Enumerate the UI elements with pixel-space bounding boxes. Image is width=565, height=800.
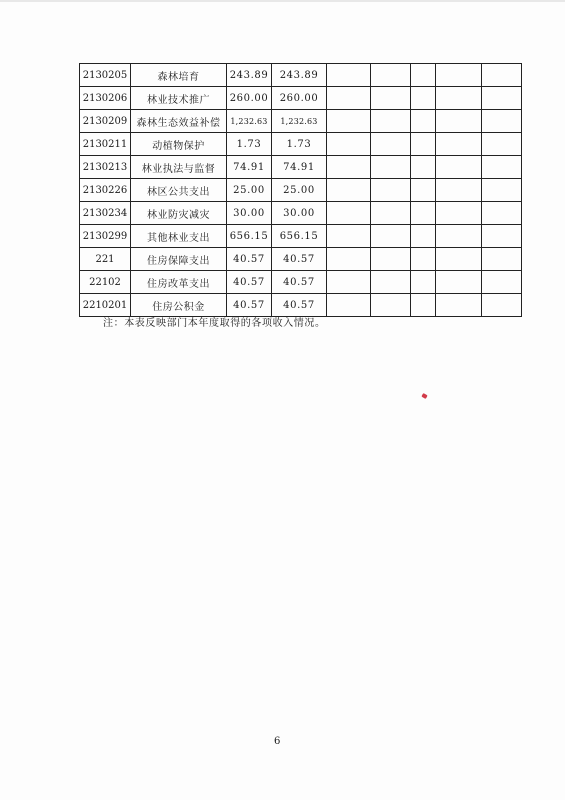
cell-code: 2130209 <box>80 110 131 133</box>
cell-empty <box>436 294 482 317</box>
cell-empty <box>482 179 522 202</box>
table-row <box>80 110 522 133</box>
cell-empty <box>371 294 411 317</box>
cell-total: 40.57 <box>227 271 272 294</box>
cell-empty <box>436 133 482 156</box>
cell-empty <box>482 156 522 179</box>
cell-code: 2130205 <box>80 64 131 87</box>
cell-empty <box>411 225 436 248</box>
cell-empty <box>411 294 436 317</box>
cell-name: 动植物保护 <box>131 133 227 156</box>
cell-empty <box>436 225 482 248</box>
cell-name: 森林培育 <box>131 64 227 87</box>
cell-empty <box>327 271 371 294</box>
cell-empty <box>411 179 436 202</box>
cell-value: 74.91 <box>272 156 327 179</box>
cell-code: 2130213 <box>80 156 131 179</box>
cell-empty <box>327 248 371 271</box>
cell-total: 74.91 <box>227 156 272 179</box>
cell-total: 30.00 <box>227 202 272 225</box>
cell-empty <box>411 248 436 271</box>
cell-empty <box>436 202 482 225</box>
cell-empty <box>482 225 522 248</box>
cell-code: 2130206 <box>80 87 131 110</box>
cell-empty <box>327 225 371 248</box>
cell-empty <box>371 64 411 87</box>
cell-empty <box>482 110 522 133</box>
cell-empty <box>327 133 371 156</box>
cell-name: 住房保障支出 <box>131 248 227 271</box>
cell-empty <box>411 156 436 179</box>
cell-name: 住房改革支出 <box>131 271 227 294</box>
cell-empty <box>482 64 522 87</box>
cell-empty <box>371 202 411 225</box>
cell-code: 2130211 <box>80 133 131 156</box>
cell-empty <box>482 133 522 156</box>
cell-total: 260.00 <box>227 87 272 110</box>
cell-name: 住房公积金 <box>131 294 227 317</box>
cell-name: 林区公共支出 <box>131 179 227 202</box>
cell-empty <box>482 248 522 271</box>
table-row <box>80 133 522 156</box>
table-row <box>80 179 522 202</box>
cell-value: 1,232.63 <box>272 110 327 133</box>
cell-total: 656.15 <box>227 225 272 248</box>
cell-value: 243.89 <box>272 64 327 87</box>
cell-empty <box>327 179 371 202</box>
cell-code: 2210201 <box>80 294 131 317</box>
cell-value: 260.00 <box>272 87 327 110</box>
cell-code: 2130226 <box>80 179 131 202</box>
scan-edge <box>0 0 565 2</box>
table-row <box>80 202 522 225</box>
cell-empty <box>436 64 482 87</box>
cell-value: 40.57 <box>272 271 327 294</box>
cell-empty <box>411 271 436 294</box>
page-number: 6 <box>274 736 281 747</box>
cell-value: 40.57 <box>272 248 327 271</box>
cell-empty <box>371 156 411 179</box>
cell-empty <box>371 133 411 156</box>
cell-empty <box>411 202 436 225</box>
cell-empty <box>371 110 411 133</box>
cell-empty <box>436 179 482 202</box>
cell-empty <box>371 179 411 202</box>
cell-value: 30.00 <box>272 202 327 225</box>
cell-name: 林业技术推广 <box>131 87 227 110</box>
cell-name: 林业执法与监督 <box>131 156 227 179</box>
cell-empty <box>327 156 371 179</box>
cell-empty <box>371 87 411 110</box>
cell-value: 40.57 <box>272 294 327 317</box>
cell-empty <box>327 64 371 87</box>
cell-code: 221 <box>80 248 131 271</box>
cell-value: 25.00 <box>272 179 327 202</box>
cell-empty <box>436 248 482 271</box>
cell-total: 40.57 <box>227 294 272 317</box>
cell-value: 656.15 <box>272 225 327 248</box>
cell-total: 243.89 <box>227 64 272 87</box>
cell-empty <box>411 110 436 133</box>
cell-total: 1.73 <box>227 133 272 156</box>
cell-code: 2130299 <box>80 225 131 248</box>
cell-empty <box>327 87 371 110</box>
cell-empty <box>482 87 522 110</box>
cell-empty <box>371 225 411 248</box>
cell-name: 林业防灾减灾 <box>131 202 227 225</box>
cell-empty <box>411 133 436 156</box>
cell-empty <box>327 202 371 225</box>
red-ink-mark <box>421 393 427 399</box>
cell-name: 其他林业支出 <box>131 225 227 248</box>
cell-empty <box>411 64 436 87</box>
cell-empty <box>436 156 482 179</box>
cell-empty <box>327 110 371 133</box>
cell-empty <box>482 202 522 225</box>
table-row <box>80 64 522 87</box>
cell-empty <box>436 87 482 110</box>
cell-total: 1,232.63 <box>227 110 272 133</box>
cell-empty <box>371 271 411 294</box>
table-row <box>80 271 522 294</box>
cell-empty <box>371 248 411 271</box>
table-row <box>80 225 522 248</box>
cell-total: 25.00 <box>227 179 272 202</box>
cell-empty <box>327 294 371 317</box>
table-note: 注：本表反映部门本年度取得的各项收入情况。 <box>103 318 326 329</box>
table-row <box>80 248 522 271</box>
cell-empty <box>436 110 482 133</box>
cell-total: 40.57 <box>227 248 272 271</box>
table-body <box>80 64 522 317</box>
cell-empty <box>482 271 522 294</box>
cell-value: 1.73 <box>272 133 327 156</box>
cell-empty <box>411 87 436 110</box>
cell-name: 森林生态效益补偿 <box>131 110 227 133</box>
cell-empty <box>482 294 522 317</box>
cell-code: 2130234 <box>80 202 131 225</box>
cell-code: 22102 <box>80 271 131 294</box>
income-table <box>79 63 522 317</box>
table-row <box>80 87 522 110</box>
table-row <box>80 156 522 179</box>
cell-empty <box>436 271 482 294</box>
